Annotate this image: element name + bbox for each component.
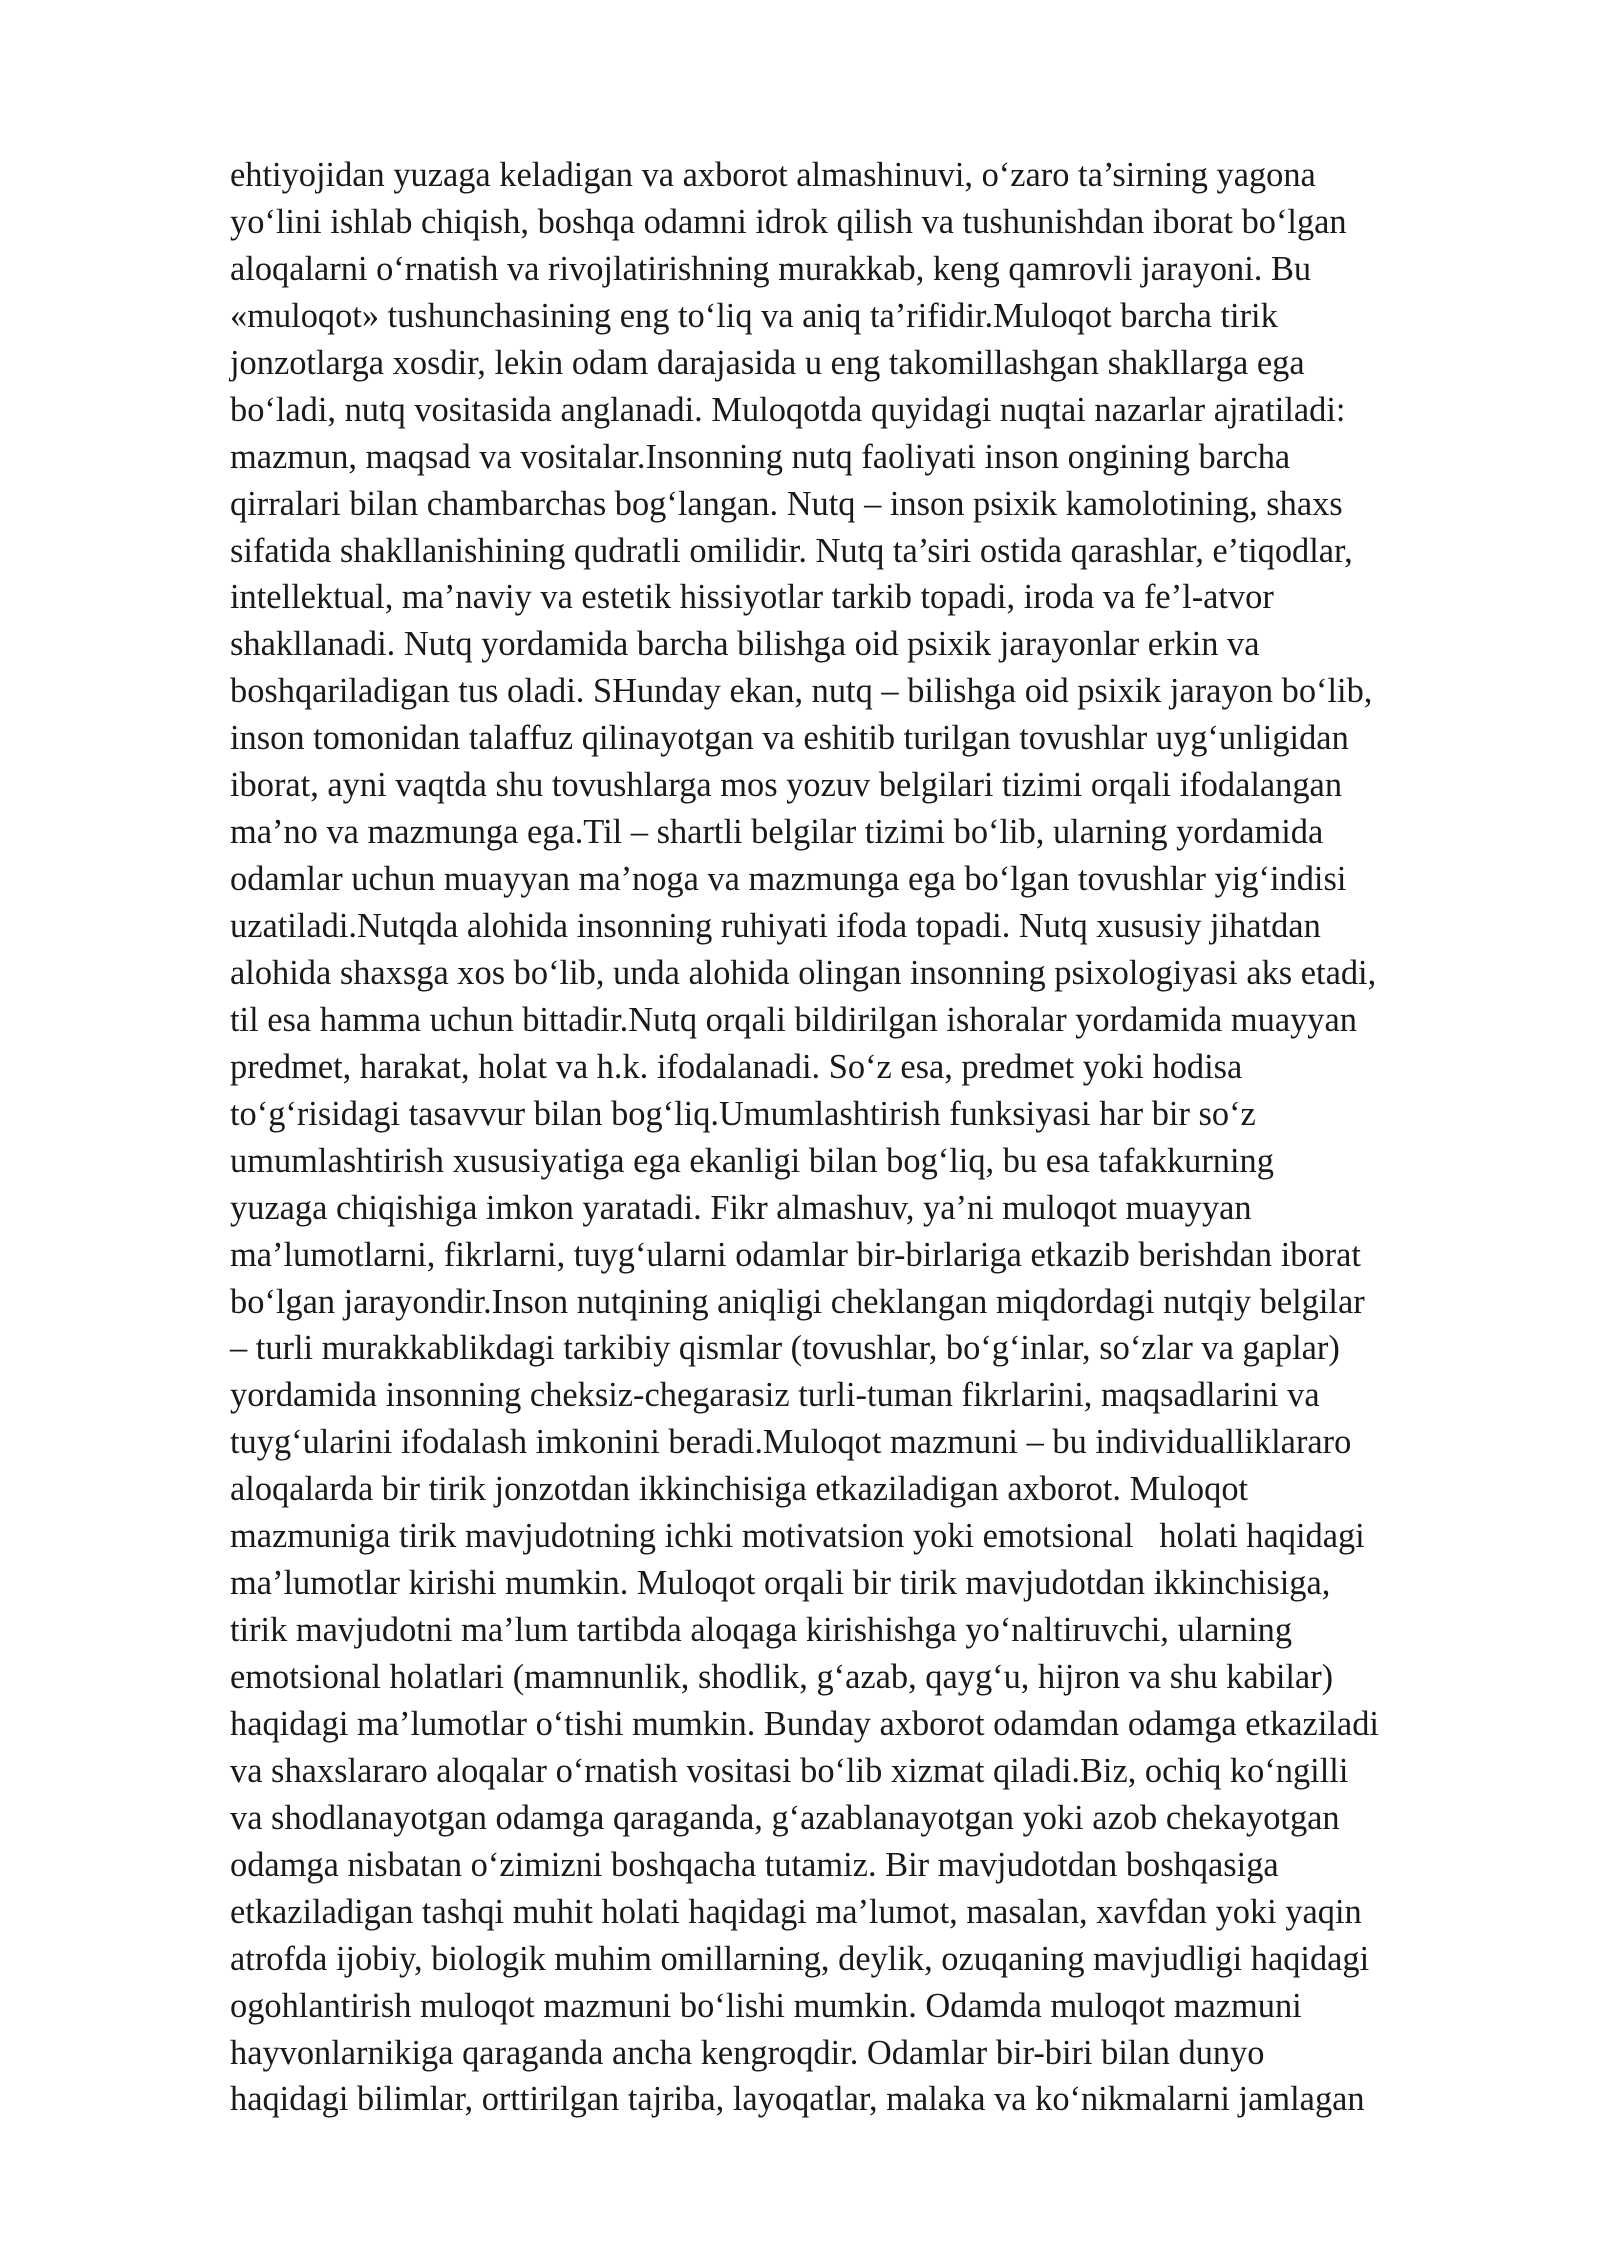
text-line: va shodlanayotgan odamga qaraganda, g‘azablanayotgan yoki azob chekayotgan	[230, 1798, 1340, 1837]
text-line: ma’no va mazmunga ega.Til – shartli belgilar tizimi bo‘lib, ularning yordamida	[230, 813, 1324, 852]
text-line: «muloqot» tushunchasining eng to‘liq va aniq ta’rifidir.Muloqot barcha tirik	[230, 296, 1278, 335]
text-line: ma’lumotlarni, fikrlarni, tuyg‘ularni odamlar bir-birlariga etkazib berishdan iborat	[230, 1235, 1361, 1274]
text-line: haqidagi ma’lumotlar o‘tishi mumkin. Bunday axborot odamdan odamga etkaziladi	[230, 1704, 1379, 1743]
text-line: til esa hamma uchun bittadir.Nutq orqali bildirilgan ishoralar yordamida muayyan	[230, 1000, 1357, 1039]
text-line: haqidagi bilimlar, orttirilgan tajriba, layoqatlar, malaka va ko‘nikmalarni jamlagan	[230, 2080, 1365, 2119]
text-line: shakllanadi. Nutq yordamida barcha bilishga oid psixik jarayonlar erkin va	[230, 625, 1260, 664]
text-line: ma’lumotlar kirishi mumkin. Muloqot orqali bir tirik mavjudotdan ikkinchisiga,	[230, 1564, 1331, 1603]
text-line: inson tomonidan talaffuz qilinayotgan va eshitib turilgan tovushlar uyg‘unligidan	[230, 719, 1349, 758]
text-line: ehtiyojidan yuzaga keladigan va axborot almashinuvi, o‘zaro ta’sirning yagona	[230, 156, 1316, 194]
text-line: to‘g‘risidagi tasavvur bilan bog‘liq.Umumlashtirish funksiyasi har bir so‘z	[230, 1094, 1256, 1133]
text-line: aloqalarda bir tirik jonzotdan ikkinchisiga etkaziladigan axborot. Muloqot	[230, 1470, 1249, 1509]
text-line: tirik mavjudotni ma’lum tartibda aloqaga kirishishga yo‘naltiruvchi, ularning	[230, 1611, 1293, 1650]
text-line: bo‘ladi, nutq vositasida anglanadi. Muloqotda quyidagi nuqtai nazarlar ajratiladi:	[230, 390, 1346, 429]
text-line: bo‘lgan jarayondir.Inson nutqining aniqligi cheklangan miqdordagi nutqiy belgilar	[230, 1282, 1365, 1321]
text-line: atrofda ijobiy, biologik muhim omillarning, deylik, ozuqaning mavjudligi haqidagi	[230, 1939, 1370, 1978]
text-line: mazmuniga tirik mavjudotning ichki motivatsion yoki emotsional holati haqidagi	[230, 1517, 1365, 1556]
text-line: hayvonlarnikiga qaraganda ancha kengroqdir. Odamlar bir-biri bilan dunyo	[230, 2033, 1265, 2072]
text-line: yordamida insonning cheksiz-chegarasiz turli-tuman fikrlarini, maqsadlarini va	[230, 1376, 1320, 1415]
text-line: uzatiladi.Nutqda alohida insonning ruhiyati ifoda topadi. Nutq xususiy jihatdan	[230, 907, 1321, 945]
text-line: mazmun, maqsad va vositalar.Insonning nutq faoliyati inson ongining barcha	[230, 437, 1291, 476]
text-line: umumlashtirish xususiyatiga ega ekanligi bilan bog‘liq, bu esa tafakkurning	[230, 1141, 1274, 1180]
text-line: alohida shaxsga xos bo‘lib, unda alohida olingan insonning psixologiyasi aks etadi,	[230, 953, 1377, 992]
text-line: – turli murakkablikdagi tarkibiy qismlar (tovushlar, bo‘g‘inlar, so‘zlar va gaplar)	[230, 1329, 1340, 1368]
text-line: va shaxslararo aloqalar o‘rnatish vositasi bo‘lib xizmat qiladi.Biz, ochiq ko‘ngilli	[230, 1751, 1349, 1790]
text-line: emotsional holatlari (mamnunlik, shodlik, g‘azab, qayg‘u, hijron va shu kabilar)	[230, 1658, 1334, 1696]
text-line: sifatida shakllanishining qudratli omilidir. Nutq ta’siri ostida qarashlar, e’tiqodlar,	[230, 531, 1353, 570]
body-text	[230, 152, 1530, 2123]
text-line: iborat, ayni vaqtda shu tovushlarga mos yozuv belgilari tizimi orqali ifodalangan	[230, 766, 1343, 805]
text-line: ogohlantirish muloqot mazmuni bo‘lishi mumkin. Odamda muloqot mazmuni	[230, 1986, 1302, 2025]
text-line: aloqalarni o‘rnatish va rivojlatirishning murakkab, keng qamrovli jarayoni. Bu	[230, 249, 1312, 288]
text-line: odamlar uchun muayyan ma’noga va mazmunga ega bo‘lgan tovushlar yig‘indisi	[230, 860, 1347, 899]
text-line: odamga nisbatan o‘zimizni boshqacha tutamiz. Bir mavjudotdan boshqasiga	[230, 1845, 1279, 1884]
text-line: etkaziladigan tashqi muhit holati haqidagi ma’lumot, masalan, xavfdan yoki yaqin	[230, 1892, 1362, 1931]
text-line: yuzaga chiqishiga imkon yaratadi. Fikr almashuv, ya’ni muloqot muayyan	[230, 1188, 1252, 1227]
text-line: predmet, harakat, holat va h.k. ifodalanadi. So‘z esa, predmet yoki hodisa	[230, 1047, 1243, 1086]
text-line: qirralari bilan chambarchas bog‘langan. Nutq – inson psixik kamolotining, shaxs	[230, 484, 1343, 523]
text-line: boshqariladigan tus oladi. SHunday ekan, nutq – bilishga oid psixik jarayon bo‘lib,	[230, 672, 1373, 711]
text-line: tuyg‘ularini ifodalash imkonini beradi.Muloqot mazmuni – bu individualliklararo	[230, 1423, 1352, 1462]
text-line: yo‘lini ishlab chiqish, boshqa odamni idrok qilish va tushunishdan iborat bo‘lgan	[230, 202, 1347, 241]
text-line: intellektual, ma’naviy va estetik hissiyotlar tarkib topadi, iroda va fe’l-atvor	[230, 578, 1274, 617]
text-line: jonzotlarga xosdir, lekin odam darajasida u eng takomillashgan shakllarga ega	[230, 343, 1305, 382]
